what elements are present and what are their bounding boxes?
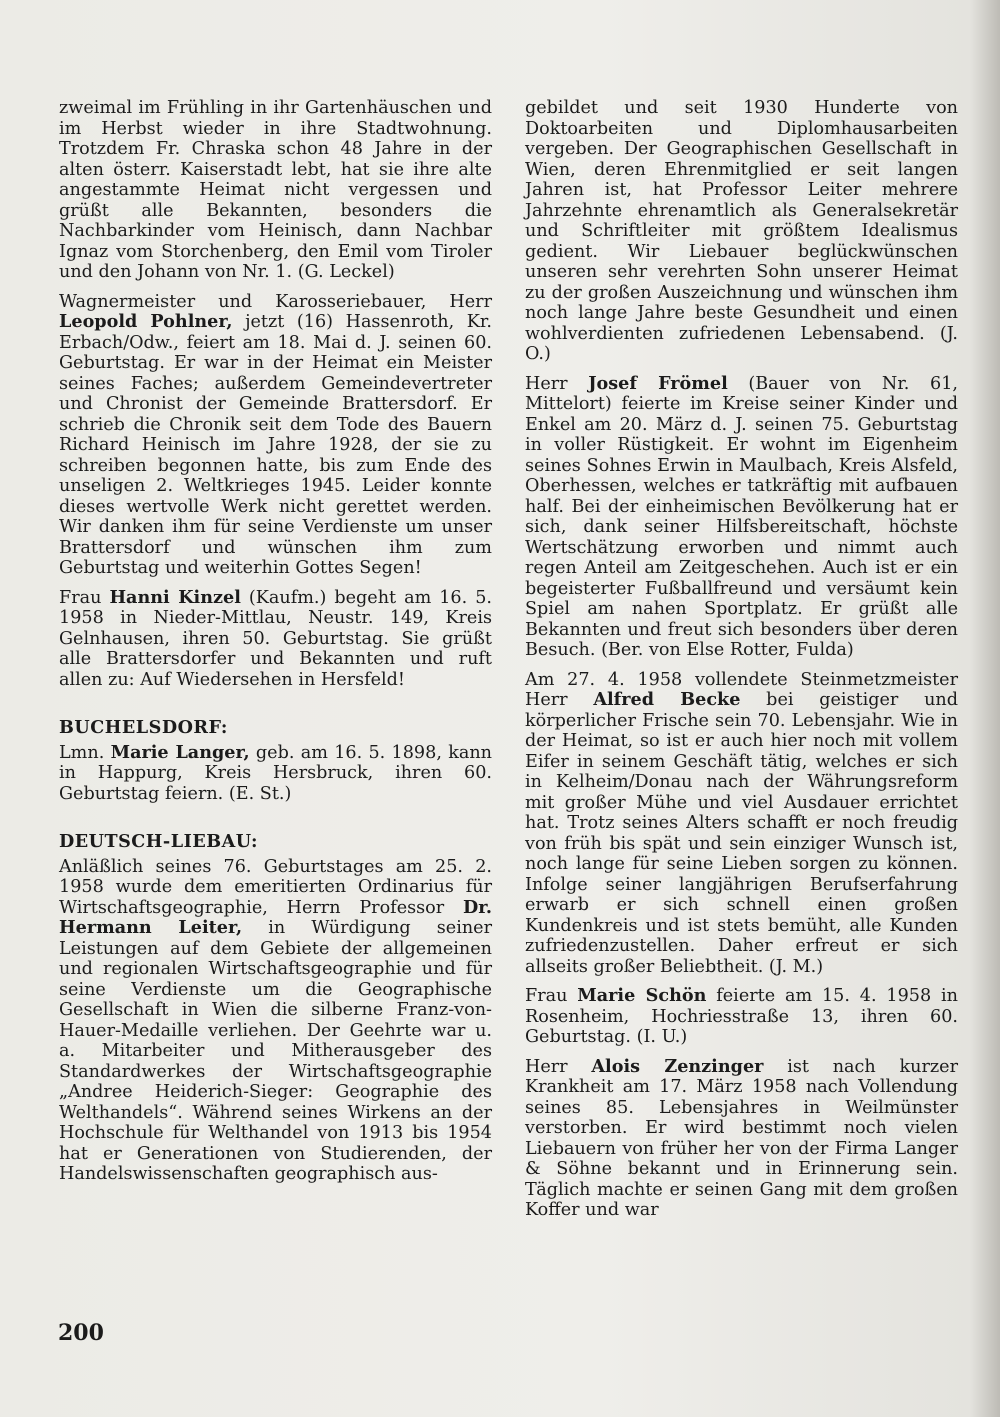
paragraph-leiter (59, 857, 492, 1185)
paragraph-becke (525, 670, 958, 978)
text-after: in Würdigung seiner Leistungen auf dem Gebiete der allgemeinen und regionalen Wirtschaftsgeographie und für seine Verdienste um die Geographische Gesellschaft in Wien die silberne Franz-von-Hauer-Medaille verliehen. Der Geehrte war u. a. Mitarbeiter und Mitherausgeber des Standardwerkes der Wirtschaftsgeographie „Andree Heiderich-Sieger: Geographie des Welthandels“. Während seines Wirkens an der Hochschule für Welthandel von 1913 bis 1954 hat er Generationen von Studierenden, der Handelswissenschaften geographisch aus- (59, 918, 492, 1184)
person-name: Marie Schön (577, 985, 707, 1006)
section-heading-deutsch-liebau: DEUTSCH-LIEBAU: (59, 831, 258, 852)
text-after: jetzt (16) Hassenroth, Kr. Erbach/Odw., feiert am 18. Mai d. J. seinen 60. Geburtstag. Er war in der Heimat ein Meister seines Faches; außerdem Gemeindevertreter und Chronist der Gemeinde Brattersdorf. Er schrieb die Chronik seit dem Tode des Bauern Richard Heinisch im Jahre 1928, der sie zu schreiben begonnen hatte, bis zum Ende des unseligen 2. Weltkrieges 1945. Leider konnte dieses wertvolle Werk nicht gerettet werden. Wir danken ihm für seine Verdienste um unser Brattersdorf und wünschen ihm zum Geburtstag und weiterhin Gottes Segen! (59, 312, 493, 578)
paragraph-kinzel (59, 588, 492, 691)
text-after: feierte am 15. 4. 1958 in Rosenheim, Hochriesstraße 13, ihren 60. Geburtstag. (I. U.) (525, 986, 958, 1047)
paragraph-froemel (525, 374, 958, 661)
right-column (525, 98, 958, 1230)
page-number: 200 (58, 1320, 104, 1346)
text-after: bei geistiger und körperlicher Frische sein 70. Lebensjahr. Wie in der Heimat, so ist er auch hier noch mit vollem Eifer in seinem Geschäft tätig, welches er sich in Kelheim/Donau nach der Währungsreform mit großer Mühe und viel Ausdauer errichtet hat. Trotz seines Alters schafft er noch freudig von früh bis spät und sein einziger Wunsch ist, noch lange für seine Lieben sorgen zu können. Infolge seiner langjährigen Berufserfahrung erwarb er sich schnell einen großen Kundenkreis und ist stets bemüht, alle Kunden zufriedenzustellen. Daher erfreut er sich allseits großer Beliebtheit. (J. M.) (525, 690, 958, 977)
person-name: Marie Langer, (110, 741, 250, 763)
text-after: ist nach kurzer Krankheit am 17. März 1958 nach Vollendung seines 85. Lebensjahres in Weilmünster verstorben. Er wird bestimmt noch vielen Liebauern von früher her von der Firma Langer & Söhne bekannt und in Erinnerung sein. Täglich machte er seinen Gang mit dem großen Koffer und war (525, 1056, 959, 1220)
text-after: (Bauer von Nr. 61, Mittelort) feierte im Kreise seiner Kinder und Enkel am 20. März d. J. seinen 75. Geburtstag in voller Rüstigkeit. Er wohnt im Eigenheim seines Sohnes Erwin in Maulbach, Kreis Alsfeld, Oberhessen, welches er tatkräftig mit aufbauen half. Bei der einheimischen Bevölkerung hat er sich, dank seiner Hilfsbereitschaft, höchste Wertschätzung erworben und nimmt auch regen Anteil am Zeitgeschehen. Auch ist er ein begeisterter Fußballfreund und versäumt kein Spiel am nahen Sportplatz. Er grüßt alle Bekannten und freut sich besonders über deren Besuch. (Ber. von Else Rotter, Fulda) (525, 373, 958, 660)
person-name: Leopold Pohlner, (59, 311, 233, 332)
paragraph-schoen (525, 986, 958, 1048)
left-column (59, 98, 492, 1194)
text-before: Am 27. 4. 1958 vollendete Steinmetzmeister Herr (525, 669, 958, 710)
text-before: Anläßlich seines 76. Geburtstages am 25. 2. 1958 wurde dem emeritierten Ordinarius für Wirtschaftsgeographie, Herrn Professor (59, 856, 492, 918)
text-before: Herr (525, 1056, 592, 1077)
paragraph-leiter-continued: gebildet und seit 1930 Hunderte von Doktoarbeiten und Diplomhausarbeiten vergeben. Der Geographischen Gesellschaft in Wien, deren Ehrenmitglied er seit langen Jahren ist, hat Professor Leiter mehrere Jahrzehnte ehrenamtlich als Generalsekretär und Schriftleiter mit größtem Idealismus gedient. Wir Liebauer beglückwünschen unseren sehr verehrten Sohn unserer Heimat zu der großen Auszeichnung und wünschen ihm noch lange Jahre beste Gesundheit und einen wohlverdienten zufriedenen Lebensabend. (J. O.) (525, 98, 958, 364)
text-before: Herr (525, 373, 589, 394)
text-after: (Kaufm.) begeht am 16. 5. 1958 in Nieder-Mittlau, Neustr. 149, Kreis Gelnhausen, ihren 50. Geburtstag. Sie grüßt alle Brattersdorfer und Bekannten und ruft allen zu: Auf Wiedersehen in Hersfeld! (59, 587, 492, 690)
text-after: geb. am 16. 5. 1898, kann in Happurg, Kreis Hersbruck, ihren 60. Geburtstag feiern. (E. St.) (59, 742, 493, 804)
paragraph-chraska: zweimal im Frühling in ihr Gartenhäuschen und im Herbst wieder in ihre Stadtwohnung. Trotzdem Fr. Chraska schon 48 Jahre in der alten österr. Kaiserstadt lebt, hat sie ihre alte angestammte Heimat nicht vergessen und grüßt alle Bekannten, besonders die Nachbarkinder vom Heinisch, dann Nachbar Ignaz vom Storchenberg, den Emil vom Tiroler und den Johann von Nr. 1. (G. Leckel) (59, 98, 492, 282)
text-before: Lmn. (59, 742, 111, 763)
person-name: Dr. Hermann Leiter, (59, 896, 492, 938)
paragraph-pohlner (59, 292, 492, 579)
paragraph-langer (59, 743, 492, 805)
person-name: Hanni Kinzel (109, 586, 241, 608)
text-before: Frau (525, 986, 578, 1006)
paragraph-zenzinger (525, 1057, 958, 1221)
person-name: Alfred Becke (593, 689, 741, 710)
text-before: Wagnermeister und Karosseriebauer, Herr (59, 291, 492, 312)
section-heading-buchelsdorf: BUCHELSDORF: (59, 717, 228, 738)
person-name: Josef Frömel (588, 372, 728, 394)
person-name: Alois Zenzinger (591, 1055, 764, 1077)
text-before: Frau (59, 587, 110, 608)
